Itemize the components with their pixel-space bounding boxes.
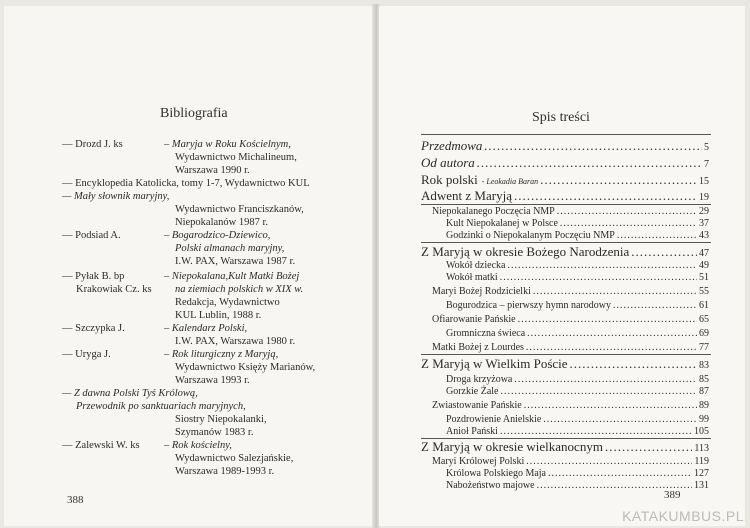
toc-entry-page: 105	[694, 426, 709, 437]
bib-place-year: Warszawa 1990 r.	[175, 165, 250, 176]
toc-entry-page: 7	[704, 159, 709, 170]
toc-dot-leader	[514, 188, 697, 204]
toc-entry-title: Wokół dziecka	[446, 260, 506, 271]
toc-entry	[446, 426, 709, 437]
toc-dot-leader	[540, 172, 697, 188]
page-number-left: 388	[67, 494, 84, 506]
toc-entry	[421, 138, 709, 154]
toc-entry-page: 83	[699, 360, 709, 371]
toc-entry-page: 15	[699, 176, 709, 187]
bib-title: — Z dawna Polski Tyś Królową,	[62, 388, 198, 399]
toc-entry	[421, 155, 709, 171]
toc-dot-leader	[518, 314, 697, 325]
bib-author: — Uryga J.	[62, 349, 111, 360]
toc-entry	[446, 386, 709, 397]
toc-entry-title: Z Maryją w okresie Bożego Narodzenia	[421, 244, 630, 259]
toc-entry-page: 37	[699, 218, 709, 229]
toc-entry-author: - Leokadia Baran	[481, 177, 539, 186]
toc-entry-title: Od autora	[421, 155, 475, 170]
right-page	[379, 6, 745, 526]
toc-entry-title: Nabożeństwo majowe	[446, 480, 535, 491]
toc-entry-title: Przedmowa	[421, 138, 483, 153]
bib-publisher: Siostry Niepokalanki,	[175, 414, 267, 425]
toc-entry-page: 19	[699, 192, 709, 203]
toc-entry-title: Maryi Królowej Polski	[432, 456, 525, 467]
toc-entry	[446, 230, 709, 241]
toc-entry-page: 85	[699, 374, 709, 385]
toc-dot-leader	[484, 138, 702, 154]
toc-dot-leader	[500, 386, 697, 397]
bib-place-year: KUL Lublin, 1988 r.	[175, 310, 262, 321]
toc-entry	[446, 218, 709, 229]
toc-entry	[421, 244, 709, 260]
toc-dot-leader	[514, 374, 697, 385]
toc-section-rule	[421, 204, 711, 205]
toc-entry-title: Rok polski	[421, 172, 478, 187]
bib-place-year: Warszawa 1993 r.	[175, 375, 250, 386]
toc-dot-leader	[631, 244, 697, 260]
toc-dot-leader	[526, 456, 692, 467]
bib-coauthor: Krakowiak Cz. ks	[76, 284, 152, 295]
toc-entry	[446, 414, 709, 425]
toc-entry-title: Królowa Polskiego Maja	[446, 468, 546, 479]
toc-entry	[421, 172, 709, 188]
toc-entry-title: Niepokalanego Poczęcia NMP	[432, 206, 555, 217]
toc-entry	[432, 400, 709, 411]
bib-title-cont: Polski almanach maryjny,	[175, 243, 285, 254]
toc-entry	[432, 286, 709, 297]
toc-entry	[432, 206, 709, 217]
toc-top-rule	[421, 134, 711, 135]
toc-entry-page: 87	[699, 386, 709, 397]
page-number-right: 389	[664, 489, 681, 501]
bib-title: – Bogarodzico-Dziewico,	[164, 230, 271, 241]
toc-entry-title: Gromniczna świeca	[446, 328, 526, 339]
bib-title: – Rok liturgiczny z Maryją,	[164, 349, 279, 360]
toc-dot-leader	[570, 356, 697, 372]
bib-author: — Podsiad A.	[62, 230, 121, 241]
watermark: KATAKUMBUS.PL	[622, 508, 744, 524]
bibliography-heading: Bibliografia	[160, 106, 228, 121]
bib-author: — Pyłak B. bp	[62, 271, 125, 282]
toc-entry	[446, 328, 709, 339]
toc-entry-page: 51	[699, 272, 709, 283]
toc-dot-leader	[507, 260, 697, 271]
toc-entry	[421, 439, 709, 455]
bib-publisher: Wydawnictwo Franciszkanów,	[175, 204, 304, 215]
toc-entry-title: Z Maryją w okresie wielkanocnym	[421, 439, 603, 454]
bib-publisher: I.W. PAX, Warszawa 1980 r.	[175, 336, 296, 347]
toc-entry-title: Kult Niepokalanej w Polsce	[446, 218, 558, 229]
toc-dot-leader	[557, 206, 697, 217]
bib-title-cont: na ziemiach polskich w XIX w.	[175, 284, 304, 295]
toc-entry-title: Droga krzyżowa	[446, 374, 513, 385]
toc-dot-leader	[500, 426, 692, 437]
left-page	[4, 6, 376, 526]
bib-publisher: I.W. PAX, Warszawa 1987 r.	[175, 256, 296, 267]
bib-title-cont: Przewodnik po sanktuariach maryjnych,	[76, 401, 246, 412]
toc-entry	[432, 342, 709, 353]
toc-entry	[446, 300, 709, 311]
toc-section-rule	[421, 354, 711, 355]
toc-entry	[432, 456, 709, 467]
toc-entry-page: 127	[694, 468, 709, 479]
toc-entry-page: 29	[699, 206, 709, 217]
toc-dot-leader	[560, 218, 697, 229]
toc-entry-page: 47	[699, 248, 709, 259]
toc-dot-leader	[524, 400, 697, 411]
toc-entry-title: Bogurodzica – pierwszy hymn narodowy	[446, 300, 611, 311]
toc-dot-leader	[500, 272, 697, 283]
bib-author: — Drozd J. ks	[62, 139, 123, 150]
toc-entry-title: Godzinki o Niepokalanym Poczęciu NMP	[446, 230, 615, 241]
toc-entry-title: Z Maryją w Wielkim Poście	[421, 356, 568, 371]
toc-entry-page: 5	[704, 142, 709, 153]
toc-dot-leader	[613, 300, 697, 311]
toc-entry-page: 49	[699, 260, 709, 271]
bib-author: — Zalewski W. ks	[62, 440, 140, 451]
bib-title: – Niepokalana,Kult Matki Bożej	[164, 271, 300, 282]
toc-entry-page: 61	[699, 300, 709, 311]
toc-entry-title: Wokół matki	[446, 272, 498, 283]
bib-publisher: Wydawnictwo Michalineum,	[175, 152, 297, 163]
toc-entry	[446, 374, 709, 385]
toc-entry-title: Zwiastowanie Pańskie	[432, 400, 522, 411]
toc-entry-title: Adwent z Maryją	[421, 188, 512, 203]
bib-title: — Mały słownik maryjny,	[62, 191, 170, 202]
toc-entry-page: 77	[699, 342, 709, 353]
toc-entry	[446, 260, 709, 271]
toc-entry	[432, 314, 709, 325]
toc-section-rule	[421, 242, 711, 243]
toc-entry	[421, 356, 709, 372]
bib-entry	[62, 177, 310, 190]
toc-entry-page: 113	[694, 443, 709, 454]
toc-entry-page: 89	[699, 400, 709, 411]
toc-dot-leader	[533, 286, 697, 297]
toc-entry-title: Pozdrowienie Anielskie	[446, 414, 542, 425]
toc-entry-title: Maryi Bożej Rodzicielki	[432, 286, 531, 297]
bib-title: – Rok kościelny,	[164, 440, 232, 451]
toc-entry-title: Matki Bożej z Lourdes	[432, 342, 524, 353]
bib-encyclopedia: — Encyklopedia Katolicka, tomy 1-7, Wydawnictwo KUL	[62, 178, 310, 189]
toc-entry	[421, 188, 709, 204]
toc-dot-leader	[605, 439, 692, 455]
toc-dot-leader	[617, 230, 697, 241]
toc-entry-page: 65	[699, 314, 709, 325]
toc-entry-title: Gorzkie Żale	[446, 386, 499, 397]
toc-entry-page: 43	[699, 230, 709, 241]
bib-place-year: Szymanów 1983 r.	[175, 427, 254, 438]
toc-entry-page: 69	[699, 328, 709, 339]
toc-dot-leader	[527, 328, 697, 339]
toc-entry-title: Ofiarowanie Pańskie	[432, 314, 516, 325]
toc-entry	[446, 468, 709, 479]
bib-publisher: Redakcja, Wydawnictwo	[175, 297, 280, 308]
toc-entry-page: 99	[699, 414, 709, 425]
toc-entry-page: 119	[694, 456, 709, 467]
bib-publisher: Wydawnictwo Salezjańskie,	[175, 453, 294, 464]
bib-title: – Maryja w Roku Kościelnym,	[164, 139, 291, 150]
toc-entry-page: 131	[694, 480, 709, 491]
bib-publisher: Wydawnictwo Księży Marianów,	[175, 362, 316, 373]
toc-dot-leader	[543, 414, 697, 425]
bib-place-year: Niepokalanów 1987 r.	[175, 217, 269, 228]
toc-entry-page: 55	[699, 286, 709, 297]
bib-title: – Kalendarz Polski,	[164, 323, 248, 334]
bib-author: — Szczypka J.	[62, 323, 125, 334]
toc-entry	[446, 272, 709, 283]
bib-place-year: Warszawa 1989-1993 r.	[175, 466, 275, 477]
toc-dot-leader	[526, 342, 697, 353]
toc-dot-leader	[477, 155, 702, 171]
toc-heading: Spis treści	[532, 110, 590, 125]
toc-dot-leader	[548, 468, 692, 479]
toc-entry-title: Anioł Pański	[446, 426, 498, 437]
